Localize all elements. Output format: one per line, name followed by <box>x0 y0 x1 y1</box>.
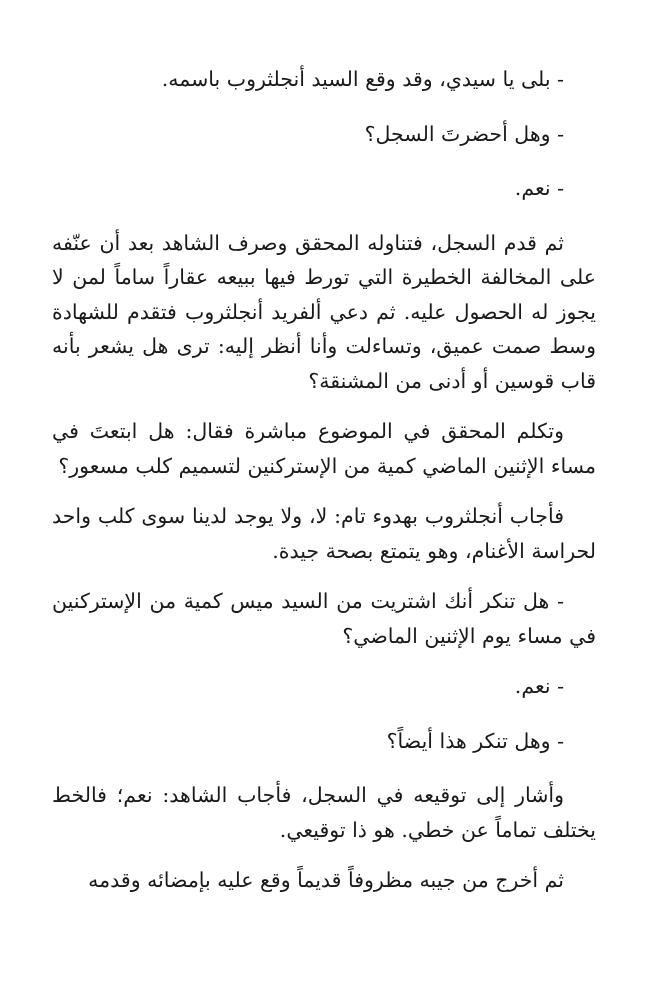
narrative-paragraph: ثم أخرج من جيبه مظروفاً قديماً وقع عليه بإمضائه وقدمه <box>88 868 564 892</box>
book-page <box>0 62 651 914</box>
dialogue-line: - وهل أحضرتَ السجل؟ <box>364 121 564 146</box>
narrative-paragraph: وتكلم المحقق في الموضوع مباشرة فقال: هل ابتعتَ في مساء الإثنين الماضي كمية من الإستركنين لتسميم كلب مسعور؟ <box>52 419 596 478</box>
dialogue-line: - وهل تنكر هذا أيضاً؟ <box>386 728 564 753</box>
dialogue-line: - بلى يا سيدي، وقد وقع السيد أنجلثروب باسمه. <box>161 67 564 91</box>
narrative-paragraph: فأجاب أنجلثروب بهدوء تام: لا، ولا يوجد لدينا سوى كلب واحد لحراسة الأغنام، وهو يتمتع بصحة جيدة. <box>52 504 596 563</box>
dialogue-line: - نعم. <box>514 674 564 698</box>
narrative-paragraph: ثم قدم السجل، فتناوله المحقق وصرف الشاهد بعد أن عنّفه على المخالفة الخطيرة التي تورط فيها ببيعه عقاراً ساماً لمن لا يجوز له الحصول عليه. ثم دعي ألفريد أنجلثروب فتقدم للشهادة وسط صمت عميق، وتساءلت وأنا أنظر إليه: ترى هل يشعر بأنه قاب قوسين أو أدنى من المشنقة؟ <box>52 230 596 393</box>
dialogue-paragraph: - هل تنكر أنك اشتريت من السيد ميس كمية من الإستركنين في مساء يوم الإثنين الماضي؟ <box>52 589 596 648</box>
narrative-paragraph: وأشار إلى توقيعه في السجل، فأجاب الشاهد: نعم؛ فالخط يختلف تماماً عن خطي. هو ذا توقيعي. <box>52 783 596 842</box>
dialogue-line: - نعم. <box>514 176 564 200</box>
